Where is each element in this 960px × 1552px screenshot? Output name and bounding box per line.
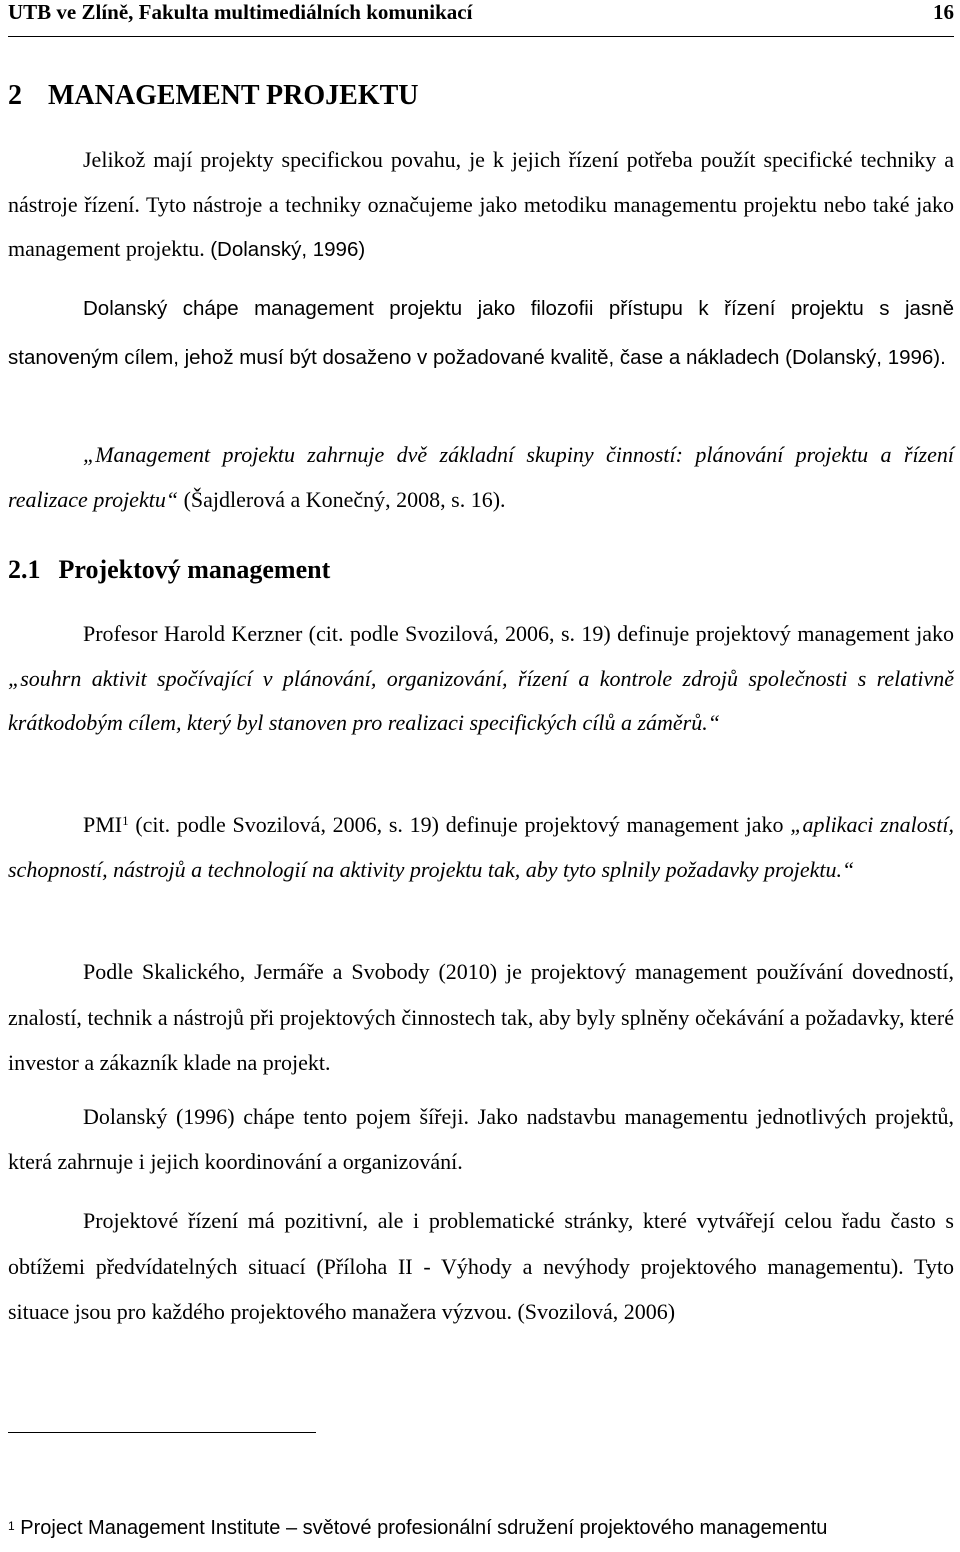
paragraph-quote-sajdlerova bbox=[8, 432, 954, 522]
paragraph-dolansky-text: Dolanský chápe management projektu jako filozofii přístupu k řízení projektu s jasně stanoveným cílem, jehož musí být dosaženo v požadované kvalitě, čase a nákladech (Dolanský, 1996). bbox=[8, 297, 954, 369]
paragraph-intro bbox=[8, 138, 954, 273]
quote-citation: (Šajdlerová a Konečný, 2008, s. 16). bbox=[183, 487, 506, 512]
paragraph-intro-citation: (Dolanský, 1996) bbox=[210, 238, 366, 261]
paragraph-skalicky bbox=[8, 949, 954, 1086]
paragraph-intro-text: Jelikož mají projekty specifickou povahu, je k jejich řízení potřeba použít specifické techniky a nástroje řízení. Tyto nástroje a techniky označujeme jako metodiku managementu projektu nebo také jako management projektu. bbox=[8, 147, 954, 261]
footnote bbox=[8, 1515, 827, 1541]
page-header bbox=[8, 0, 954, 37]
paragraph-pmi-quote: „aplikaci znalostí, schopností, nástrojů a technologií na aktivity projektu tak, aby tyto splnily požadavky projektu.“ bbox=[8, 812, 954, 882]
paragraph-pmi-lead: PMI bbox=[83, 812, 123, 837]
paragraph-kerzner-quote: „souhrn aktivit spočívající v plánování, organizování, řízení a kontrole zdrojů společnosti s relativně krátkodobým cílem, který byl stanoven pro realizaci specifických cílů a záměrů.“ bbox=[8, 665, 954, 735]
quote-text: „Management projektu zahrnuje dvě základní skupiny činností: plánování projektu a řízení realizace projektu“ bbox=[8, 442, 954, 512]
paragraph-dolansky-broader bbox=[8, 1095, 954, 1184]
paragraph-project-management-aspects bbox=[8, 1198, 954, 1335]
section-title: Projektový management bbox=[58, 555, 331, 584]
paragraph-dolansky-broader-text: Dolanský (1996) chápe tento pojem šířeji. Jako nadstavbu managementu jednotlivých projektů, která zahrnuje i jejich koordinování a organizování. bbox=[8, 1104, 954, 1174]
chapter-heading bbox=[8, 78, 419, 114]
paragraph-pmi-text: (cit. podle Svozilová, 2006, s. 19) definuje projektový management jako bbox=[128, 812, 791, 837]
chapter-number: 2 bbox=[8, 80, 22, 111]
section-number: 2.1 bbox=[8, 555, 41, 584]
paragraph-kerzner-text: Profesor Harold Kerzner (cit. podle Svozilová, 2006, s. 19) definuje projektový management jako bbox=[83, 621, 954, 646]
section-heading bbox=[8, 552, 330, 588]
paragraph-kerzner bbox=[8, 612, 954, 746]
paragraph-pmi bbox=[8, 803, 954, 892]
paragraph-skalicky-text: Podle Skalického, Jermáře a Svobody (2010) je projektový management používání dovedností, znalostí, technik a nástrojů při projektových činnostech tak, aby byly splněny očekávání a požadavky, které investor a zákazník klade na projekt. bbox=[8, 959, 954, 1075]
paragraph-aspects-text: Projektové řízení má pozitivní, ale i problematické stránky, které vytvářejí celou řadu často s obtížemi předvídatelných situací (Příloha II - Výhody a nevýhody projektového managementu). Tyto situace jsou pro každého projektového manažera výzvou. (Svozilová, 2006) bbox=[8, 1208, 954, 1324]
chapter-title: MANAGEMENT PROJEKTU bbox=[48, 80, 419, 111]
page-number: 16 bbox=[933, 0, 954, 24]
footnote-separator bbox=[8, 1432, 316, 1433]
footnote-mark: 1 bbox=[8, 1519, 15, 1533]
paragraph-dolansky bbox=[8, 285, 954, 382]
footnote-reference[interactable]: 1 bbox=[122, 813, 129, 828]
footnote-text: Project Management Institute – světové profesionální sdružení projektového managementu bbox=[20, 1517, 828, 1539]
header-title: UTB ve Zlíně, Fakulta multimediálních komunikací bbox=[8, 0, 473, 24]
